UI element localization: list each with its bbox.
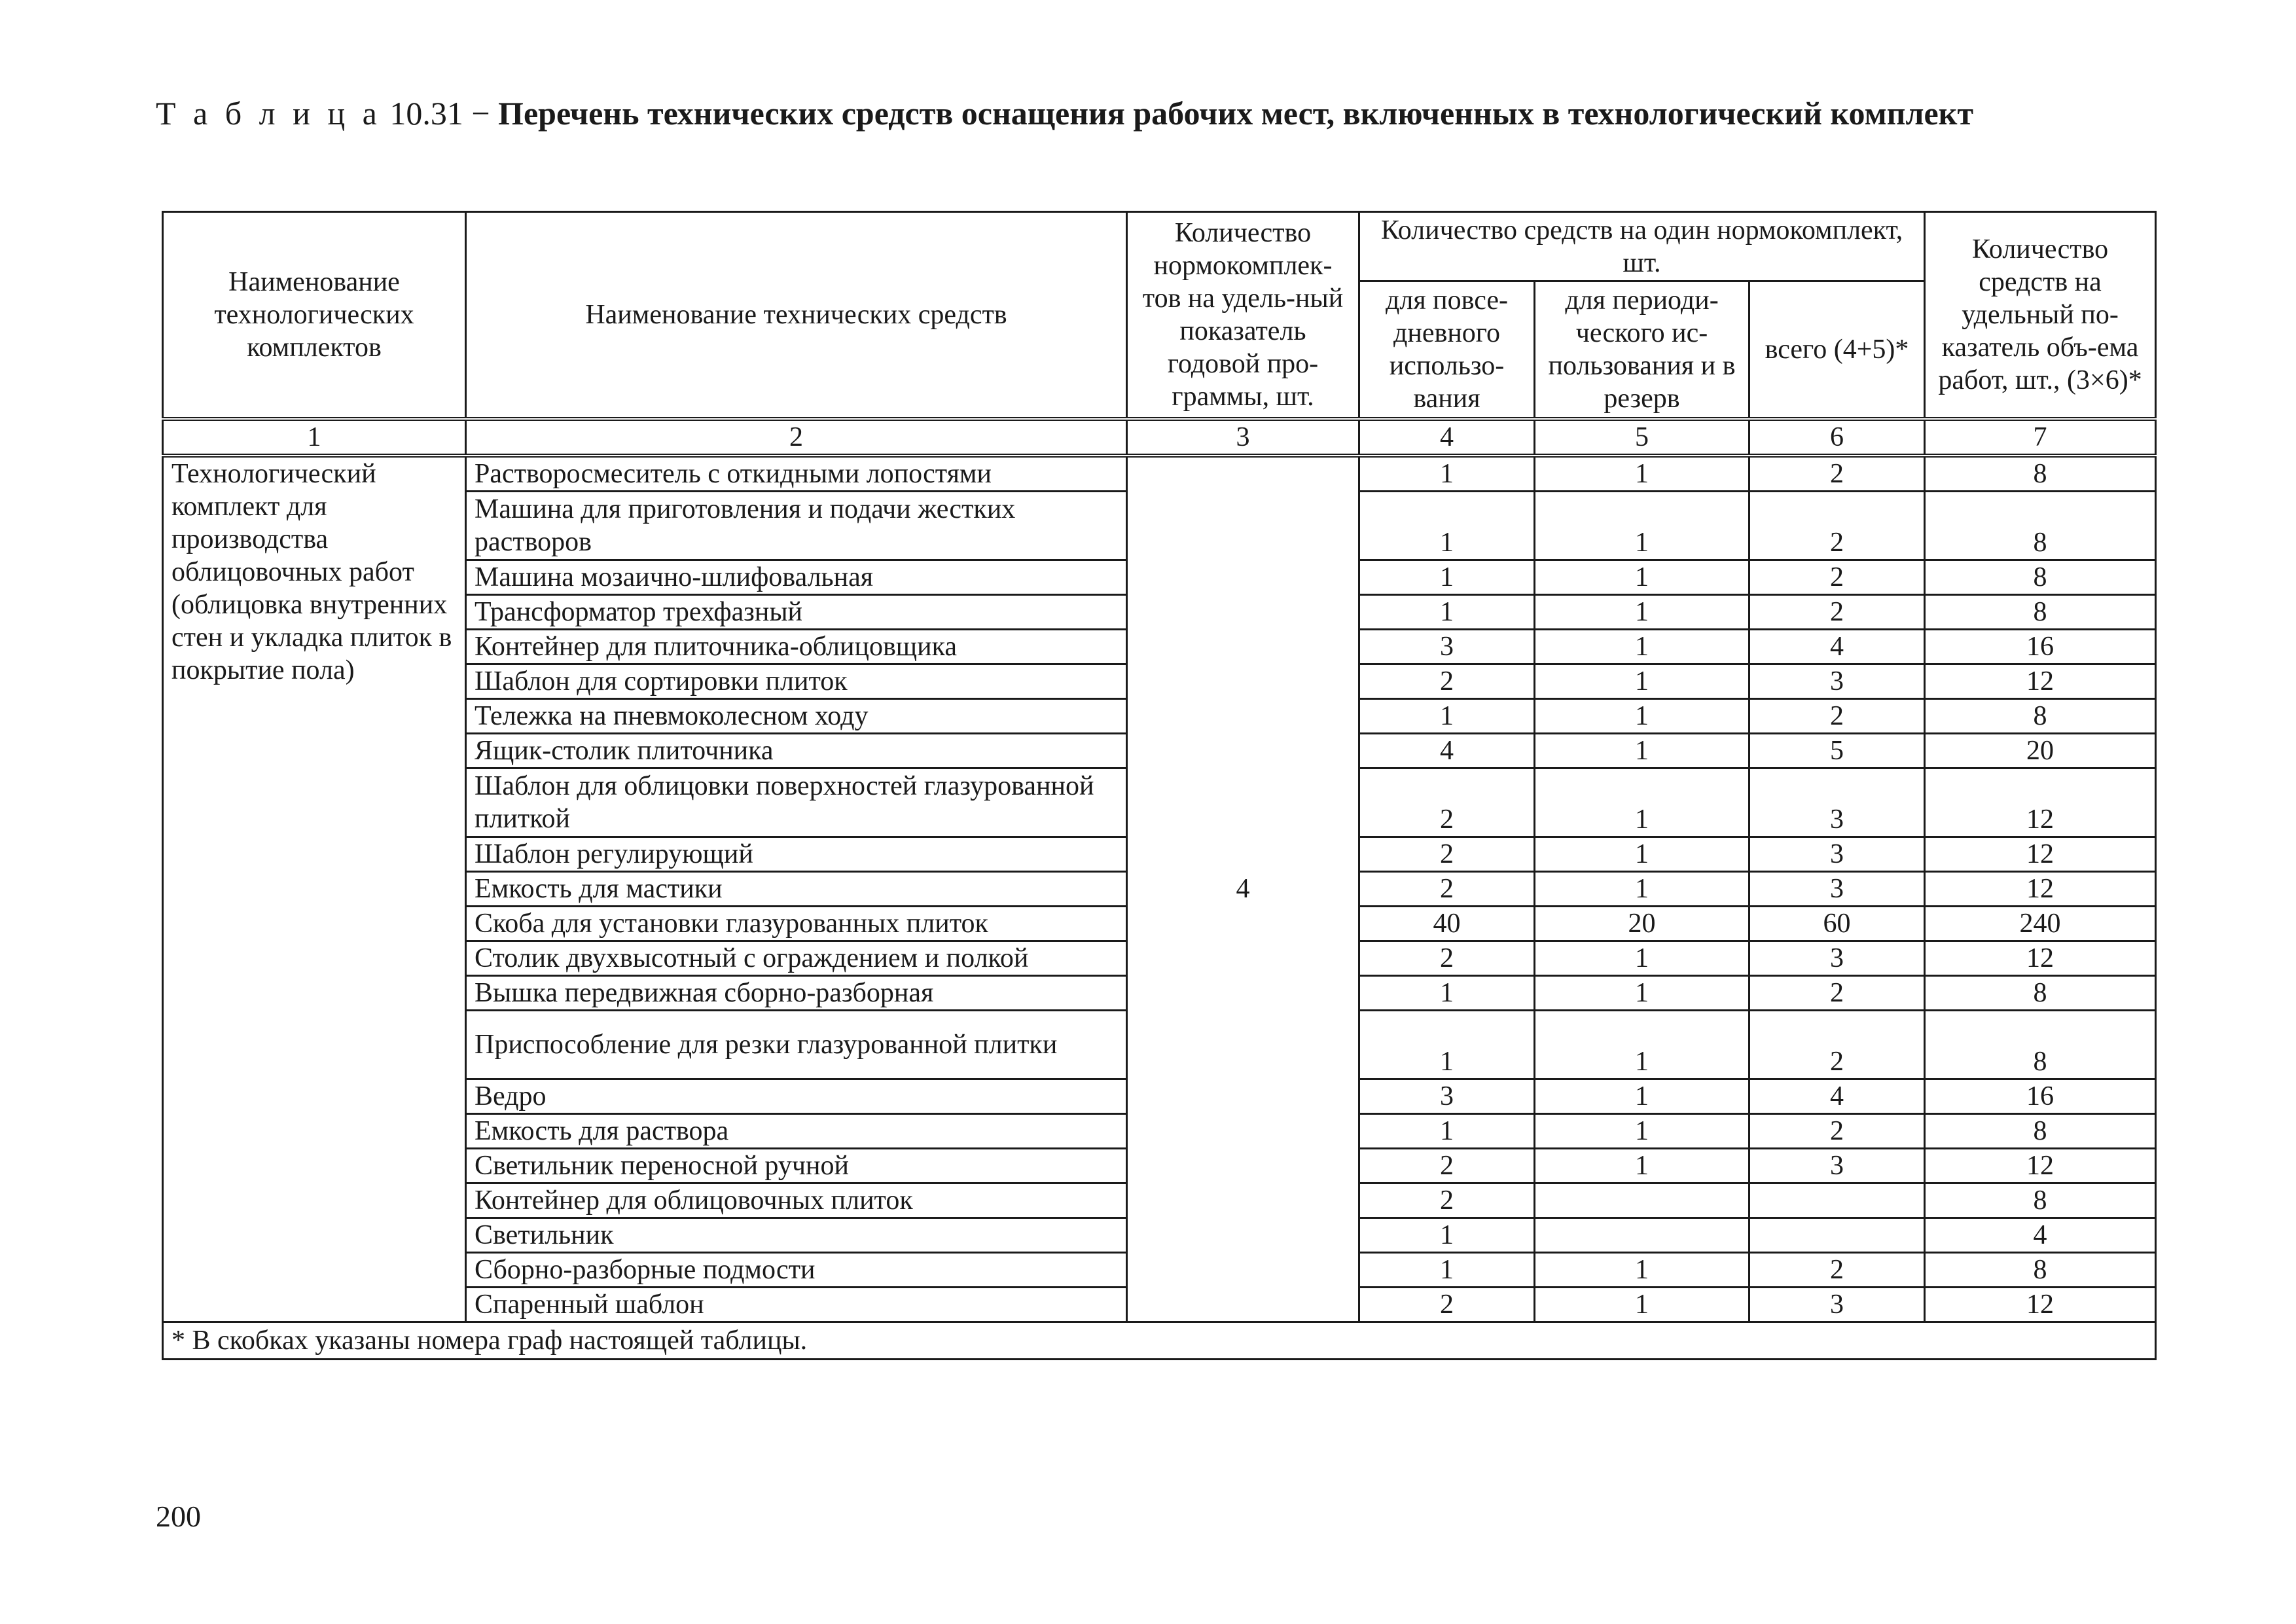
value-cell-c4: 4 <box>1359 733 1535 768</box>
value-cell-c5: 1 <box>1535 768 1749 837</box>
value-cell-c4: 2 <box>1359 837 1535 871</box>
value-cell-c6: 2 <box>1749 1113 1925 1148</box>
header-kit-count: Количество нормокомплек-тов на удель-ный показатель годовой про-граммы, шт. <box>1127 212 1359 419</box>
value-cell-c4: 2 <box>1359 664 1535 698</box>
header-total: всего (4+5)* <box>1749 281 1925 419</box>
value-cell-c6: 60 <box>1749 906 1925 941</box>
column-number: 4 <box>1359 419 1535 456</box>
equipment-name-cell: Шаблон регулирующий <box>466 837 1127 871</box>
value-cell-c6: 5 <box>1749 733 1925 768</box>
equipment-name-cell: Растворосмеситель с откидными лопостями <box>466 456 1127 492</box>
equipment-name-cell: Спаренный шаблон <box>466 1287 1127 1322</box>
table-body <box>163 419 2156 1322</box>
equipment-name-cell: Приспособление для резки глазурованной плитки <box>466 1010 1127 1079</box>
header-per-kit-group: Количество средств на один нормокомплект, шт. <box>1359 212 1925 281</box>
value-cell-c5: 1 <box>1535 871 1749 906</box>
value-cell-c5: 1 <box>1535 456 1749 492</box>
header-kit-name: Наименование технологических комплектов <box>163 212 466 419</box>
value-cell-c4: 2 <box>1359 768 1535 837</box>
column-number: 1 <box>163 419 466 456</box>
column-number: 7 <box>1925 419 2156 456</box>
value-cell-c4: 1 <box>1359 560 1535 594</box>
value-cell-c7: 12 <box>1925 837 2156 871</box>
caption-dash: − <box>471 95 490 132</box>
value-cell-c5 <box>1535 1218 1749 1252</box>
value-cell-c7: 12 <box>1925 1148 2156 1183</box>
value-cell-c5: 1 <box>1535 1287 1749 1322</box>
value-cell-c6: 3 <box>1749 768 1925 837</box>
equipment-name-cell: Тележка на пневмоколесном ходу <box>466 698 1127 733</box>
value-cell-c4: 1 <box>1359 698 1535 733</box>
value-cell-c5: 1 <box>1535 1252 1749 1287</box>
equipment-table <box>162 211 2157 1360</box>
value-cell-c7: 12 <box>1925 941 2156 975</box>
value-cell-c6: 2 <box>1749 1252 1925 1287</box>
table-row <box>163 456 2156 492</box>
equipment-name-cell: Машина мозаично-шлифовальная <box>466 560 1127 594</box>
value-cell-c7: 12 <box>1925 664 2156 698</box>
equipment-name-cell: Ящик-столик плиточника <box>466 733 1127 768</box>
value-cell-c6: 3 <box>1749 1148 1925 1183</box>
value-cell-c6: 2 <box>1749 560 1925 594</box>
value-cell-c6: 3 <box>1749 1287 1925 1322</box>
equipment-name-cell: Светильник <box>466 1218 1127 1252</box>
value-cell-c4: 1 <box>1359 594 1535 629</box>
value-cell-c5: 1 <box>1535 1148 1749 1183</box>
column-number: 6 <box>1749 419 1925 456</box>
value-cell-c7: 8 <box>1925 1113 2156 1148</box>
column-number: 5 <box>1535 419 1749 456</box>
equipment-name-cell: Контейнер для облицовочных плиток <box>466 1183 1127 1218</box>
value-cell-c5: 1 <box>1535 698 1749 733</box>
value-cell-c6: 3 <box>1749 664 1925 698</box>
value-cell-c4: 40 <box>1359 906 1535 941</box>
value-cell-c5: 1 <box>1535 1113 1749 1148</box>
value-cell-c4: 1 <box>1359 491 1535 560</box>
value-cell-c6: 3 <box>1749 941 1925 975</box>
value-cell-c7: 16 <box>1925 1079 2156 1113</box>
equipment-name-cell: Ведро <box>466 1079 1127 1113</box>
value-cell-c4: 2 <box>1359 941 1535 975</box>
value-cell-c7: 8 <box>1925 491 2156 560</box>
value-cell-c4: 1 <box>1359 1010 1535 1079</box>
value-cell-c7: 12 <box>1925 871 2156 906</box>
value-cell-c5: 1 <box>1535 1010 1749 1079</box>
value-cell-c6: 2 <box>1749 594 1925 629</box>
value-cell-c6: 2 <box>1749 491 1925 560</box>
value-cell-c7: 8 <box>1925 698 2156 733</box>
value-cell-c5: 1 <box>1535 733 1749 768</box>
value-cell-c4: 1 <box>1359 1218 1535 1252</box>
value-cell-c5: 1 <box>1535 975 1749 1010</box>
column-number: 3 <box>1127 419 1359 456</box>
equipment-name-cell: Емкость для раствора <box>466 1113 1127 1148</box>
equipment-name-cell: Шаблон для облицовки поверхностей глазурованной плиткой <box>466 768 1127 837</box>
value-cell-c4: 3 <box>1359 1079 1535 1113</box>
value-cell-c6: 4 <box>1749 1079 1925 1113</box>
value-cell-c5: 1 <box>1535 594 1749 629</box>
equipment-name-cell: Светильник переносной ручной <box>466 1148 1127 1183</box>
value-cell-c4: 2 <box>1359 1183 1535 1218</box>
value-cell-c7: 240 <box>1925 906 2156 941</box>
value-cell-c7: 8 <box>1925 560 2156 594</box>
value-cell-c6: 2 <box>1749 698 1925 733</box>
value-cell-c7: 8 <box>1925 975 2156 1010</box>
value-cell-c4: 1 <box>1359 456 1535 492</box>
value-cell-c5: 1 <box>1535 629 1749 664</box>
value-cell-c7: 12 <box>1925 768 2156 837</box>
value-cell-c5: 1 <box>1535 664 1749 698</box>
value-cell-c4: 1 <box>1359 1113 1535 1148</box>
value-cell-c6: 2 <box>1749 975 1925 1010</box>
value-cell-c7: 12 <box>1925 1287 2156 1322</box>
value-cell-c7: 16 <box>1925 629 2156 664</box>
equipment-name-cell: Емкость для мастики <box>466 871 1127 906</box>
value-cell-c7: 8 <box>1925 456 2156 492</box>
value-cell-c7: 4 <box>1925 1218 2156 1252</box>
value-cell-c6 <box>1749 1218 1925 1252</box>
header-daily-use: для повсе-дневного использо-вания <box>1359 281 1535 419</box>
value-cell-c4: 2 <box>1359 1148 1535 1183</box>
equipment-name-cell: Трансформатор трехфазный <box>466 594 1127 629</box>
header-equipment-name: Наименование технических средств <box>466 212 1127 419</box>
equipment-name-cell: Вышка передвижная сборно-разборная <box>466 975 1127 1010</box>
value-cell-c6: 2 <box>1749 456 1925 492</box>
table-footnote: * В скобках указаны номера граф настоящей таблицы. <box>163 1322 2156 1359</box>
value-cell-c5: 1 <box>1535 1079 1749 1113</box>
value-cell-c6: 4 <box>1749 629 1925 664</box>
value-cell-c4: 2 <box>1359 1287 1535 1322</box>
column-number-row <box>163 419 2156 456</box>
value-cell-c5 <box>1535 1183 1749 1218</box>
equipment-name-cell: Столик двухвысотный с ограждением и полкой <box>466 941 1127 975</box>
value-cell-c5: 1 <box>1535 560 1749 594</box>
value-cell-c5: 20 <box>1535 906 1749 941</box>
caption-number: 10.31 <box>389 95 463 132</box>
value-cell-c6: 2 <box>1749 1010 1925 1079</box>
value-cell-c5: 1 <box>1535 491 1749 560</box>
kit-name-cell: Технологический комплект для производства облицовочных работ (облицовка внутренних стен и укладка плиток в покрытие пола) <box>163 456 466 1322</box>
equipment-name-cell: Шаблон для сортировки плиток <box>466 664 1127 698</box>
page-number: 200 <box>156 1500 201 1533</box>
value-cell-c5: 1 <box>1535 837 1749 871</box>
value-cell-c7: 8 <box>1925 594 2156 629</box>
column-number: 2 <box>466 419 1127 456</box>
value-cell-c4: 1 <box>1359 975 1535 1010</box>
caption-label: Т а б л и ц а <box>156 95 382 132</box>
equipment-name-cell: Машина для приготовления и подачи жестких растворов <box>466 491 1127 560</box>
equipment-name-cell: Скоба для установки глазурованных плиток <box>466 906 1127 941</box>
header-periodic-reserve: для периоди-ческого ис-пользования и в резерв <box>1535 281 1749 419</box>
equipment-name-cell: Контейнер для плиточника-облицовщика <box>466 629 1127 664</box>
value-cell-c4: 3 <box>1359 629 1535 664</box>
value-cell-c6: 3 <box>1749 837 1925 871</box>
value-cell-c7: 8 <box>1925 1010 2156 1079</box>
header-total-per-indicator: Количество средств на удельный по-казатель объ-ема работ, шт., (3×6)* <box>1925 212 2156 419</box>
caption-title: Перечень технических средств оснащения рабочих мест, включенных в технологический комплект <box>498 95 1974 132</box>
equipment-name-cell: Сборно-разборные подмости <box>466 1252 1127 1287</box>
value-cell-c5: 1 <box>1535 941 1749 975</box>
value-cell-c6 <box>1749 1183 1925 1218</box>
value-cell-c4: 1 <box>1359 1252 1535 1287</box>
value-cell-c6: 3 <box>1749 871 1925 906</box>
table-caption <box>156 77 2159 149</box>
value-cell-c7: 8 <box>1925 1252 2156 1287</box>
kit-count-cell: 4 <box>1127 456 1359 1322</box>
value-cell-c4: 2 <box>1359 871 1535 906</box>
value-cell-c7: 8 <box>1925 1183 2156 1218</box>
value-cell-c7: 20 <box>1925 733 2156 768</box>
